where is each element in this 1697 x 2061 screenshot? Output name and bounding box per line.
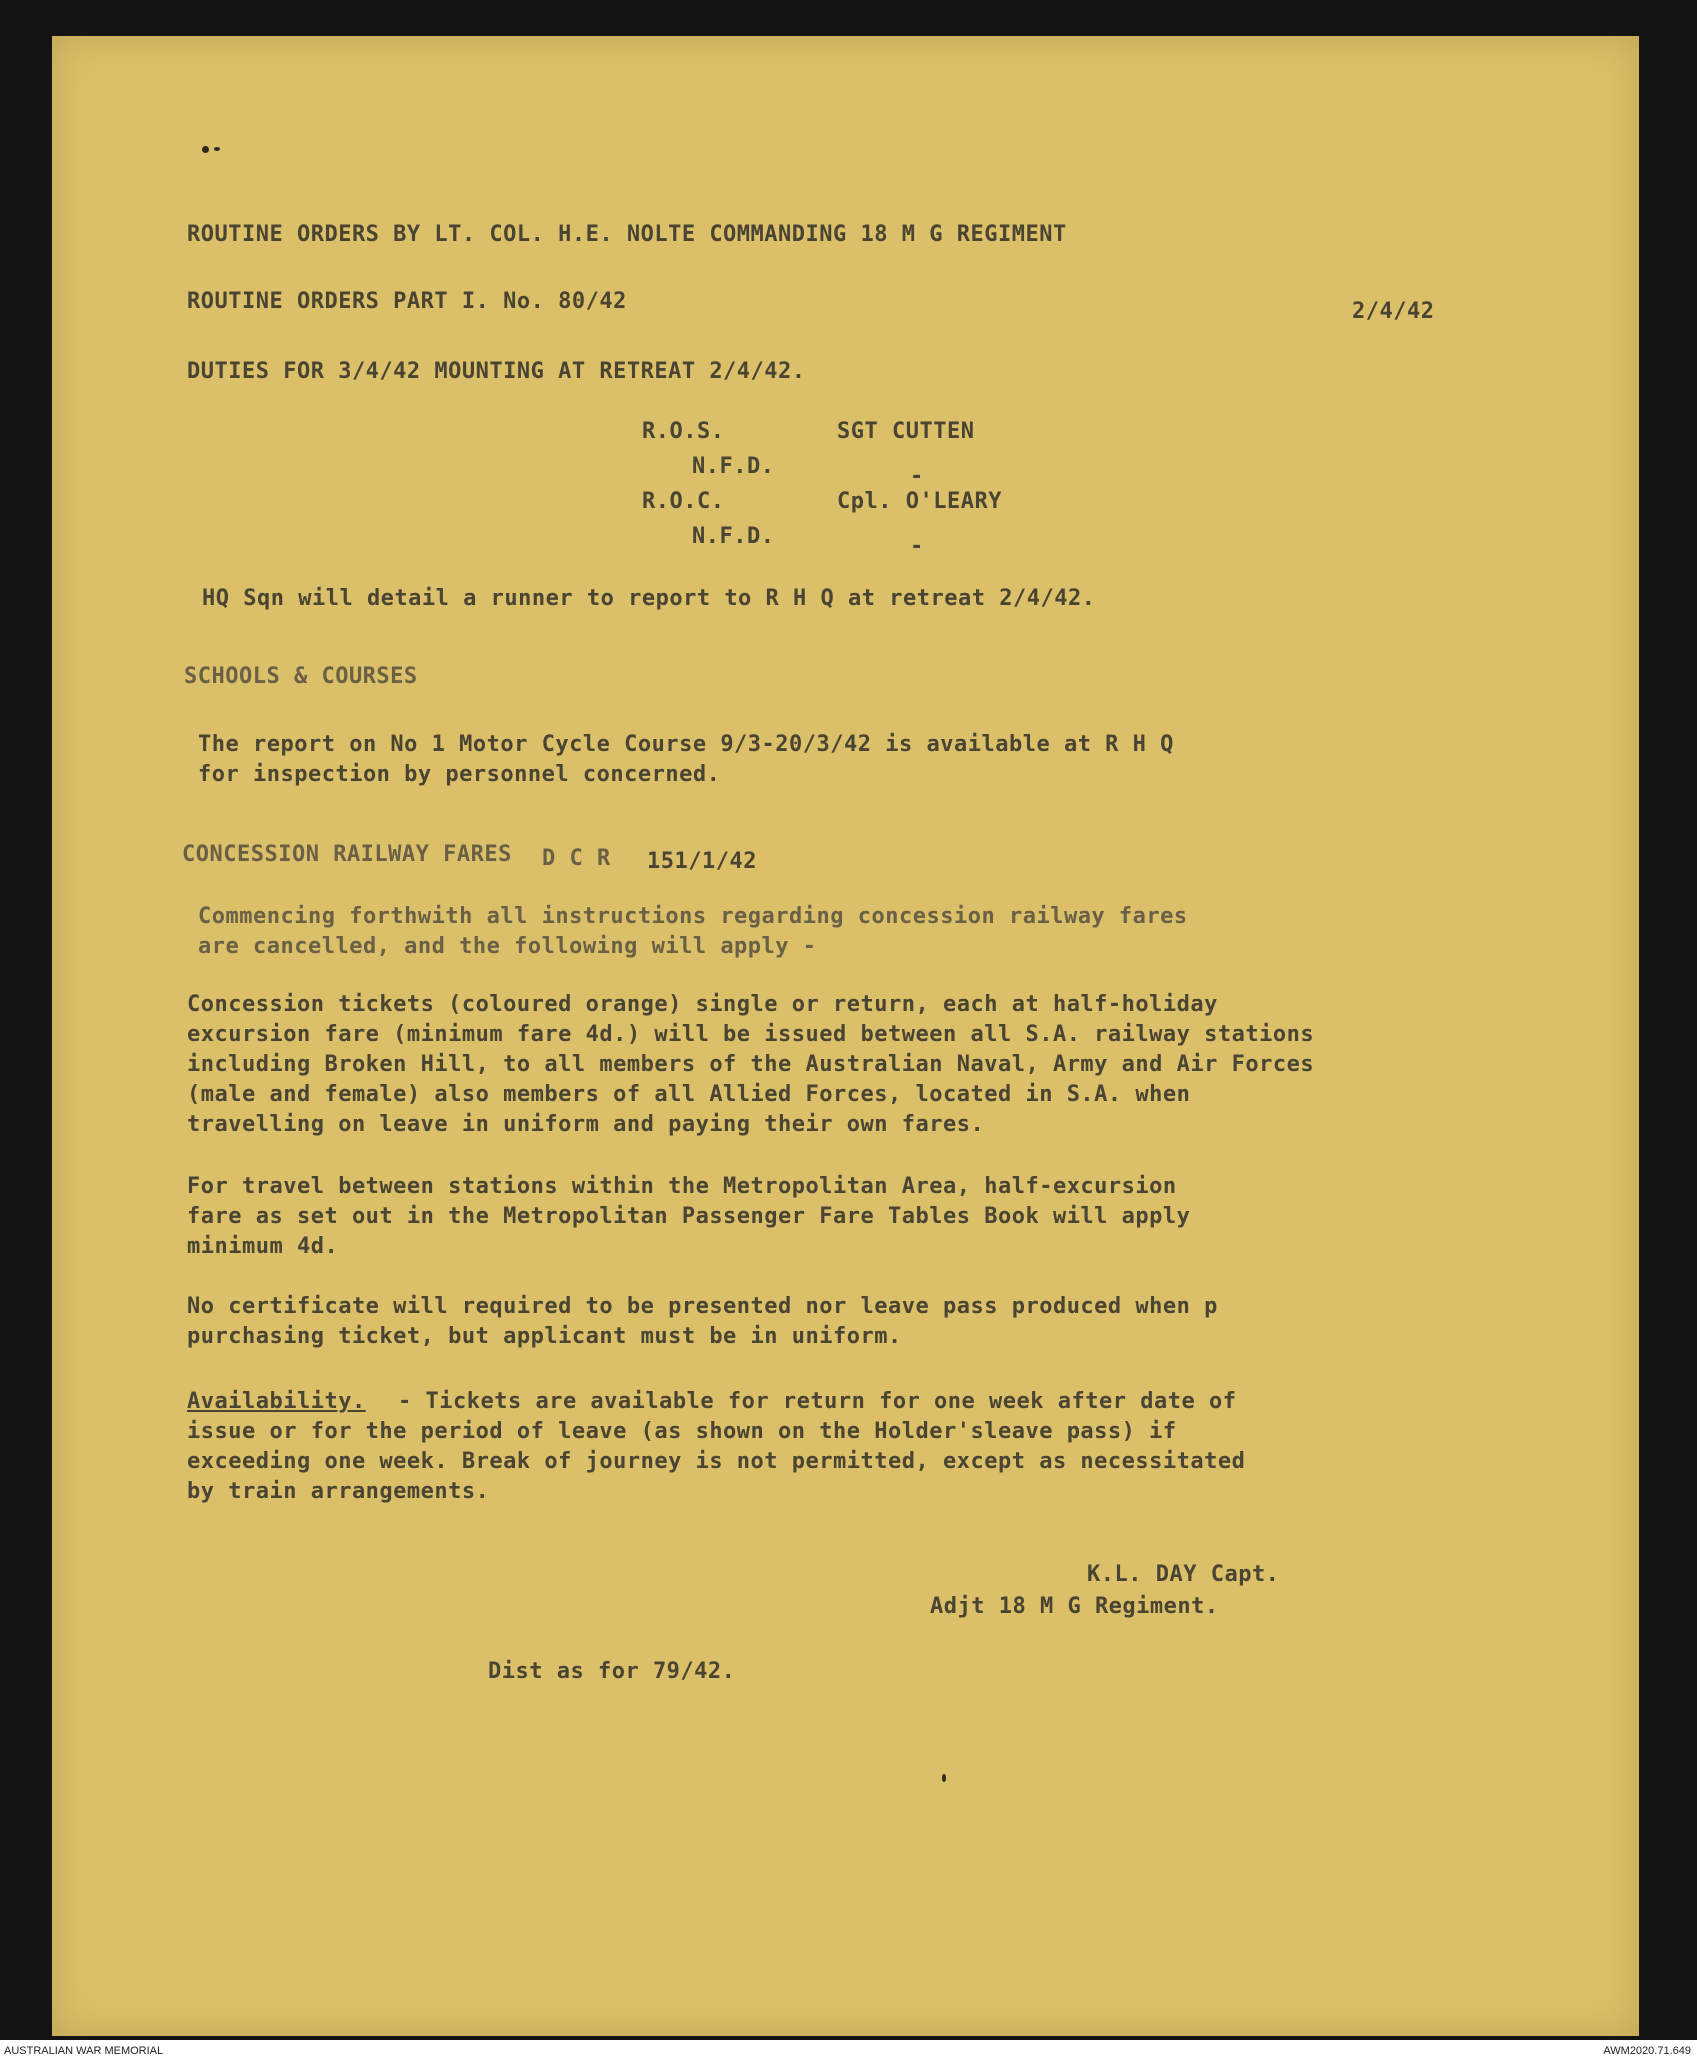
footer-accession-number: AWM2020.71.649 (1603, 2045, 1691, 2057)
signature-position: Adjt 18 M G Regiment. (930, 1594, 1219, 1619)
document-date: 2/4/42 (1352, 299, 1435, 324)
availability-line: issue or for the period of leave (as shown on the Holder'sleave pass) if (187, 1419, 1177, 1444)
footer-credit: AUSTRALIAN WAR MEMORIAL (4, 2045, 164, 2057)
railway-heading: CONCESSION RAILWAY FARES (182, 842, 512, 867)
roster-role: N.F.D. (692, 454, 775, 479)
railway-para1-line: Commencing forthwith all instructions regarding concession railway fares (198, 904, 1188, 929)
railway-ref-number: 151/1/42 (647, 849, 757, 874)
schools-line: The report on No 1 Motor Cycle Course 9/3-20/3/42 is available at R H Q (198, 732, 1174, 757)
signature-name: K.L. DAY Capt. (1087, 1562, 1280, 1587)
schools-line: for inspection by personnel concerned. (198, 762, 721, 787)
availability-line: - Tickets are available for return for one week after date of (398, 1389, 1237, 1414)
schools-heading: SCHOOLS & COURSES (184, 664, 418, 689)
orders-part-number: ROUTINE ORDERS PART I. No. 80/42 (187, 289, 627, 314)
roster-role: R.O.S. (642, 419, 725, 444)
roster-role: N.F.D. (692, 524, 775, 549)
railway-para3-line: fare as set out in the Metropolitan Passenger Fare Tables Book will apply (187, 1204, 1191, 1229)
roster-name: SGT CUTTEN (837, 419, 975, 444)
paper-speck (202, 146, 209, 153)
document-page (52, 36, 1639, 2036)
availability-label: Availability. (187, 1389, 366, 1414)
roster-name: Cpl. O'LEARY (837, 489, 1002, 514)
railway-para2-line: (male and female) also members of all Allied Forces, located in S.A. when (187, 1082, 1191, 1107)
roster-name: - (910, 534, 924, 559)
paper-speck (214, 147, 220, 151)
distribution-note: Dist as for 79/42. (488, 1659, 736, 1684)
roster-role: R.O.C. (642, 489, 725, 514)
availability-line: by train arrangements. (187, 1479, 490, 1504)
railway-para3-line: For travel between stations within the Metropolitan Area, half-excursion (187, 1174, 1177, 1199)
duties-heading: DUTIES FOR 3/4/42 MOUNTING AT RETREAT 2/4/42. (187, 359, 806, 384)
railway-para2-line: travelling on leave in uniform and paying their own fares. (187, 1112, 985, 1137)
railway-para2-line: excursion fare (minimum fare 4d.) will be issued between all S.A. railway stations (187, 1022, 1315, 1047)
railway-para4-line: purchasing ticket, but applicant must be in uniform. (187, 1324, 902, 1349)
roster-name: - (910, 464, 924, 489)
railway-ref-code: D C R (542, 846, 611, 871)
railway-para3-line: minimum 4d. (187, 1234, 339, 1259)
railway-para1-line: are cancelled, and the following will apply - (198, 934, 817, 959)
document-title: ROUTINE ORDERS BY LT. COL. H.E. NOLTE COMMANDING 18 M G REGIMENT (187, 222, 1067, 247)
availability-line: exceeding one week. Break of journey is not permitted, except as necessitated (187, 1449, 1246, 1474)
railway-para4-line: No certificate will required to be presented nor leave pass produced when p (187, 1294, 1218, 1319)
paper-speck (942, 1774, 946, 1782)
railway-para2-line: Concession tickets (coloured orange) single or return, each at half-holiday (187, 992, 1218, 1017)
runner-note: HQ Sqn will detail a runner to report to R H Q at retreat 2/4/42. (202, 586, 1096, 611)
railway-para2-line: including Broken Hill, to all members of the Australian Naval, Army and Air Forces (187, 1052, 1315, 1077)
